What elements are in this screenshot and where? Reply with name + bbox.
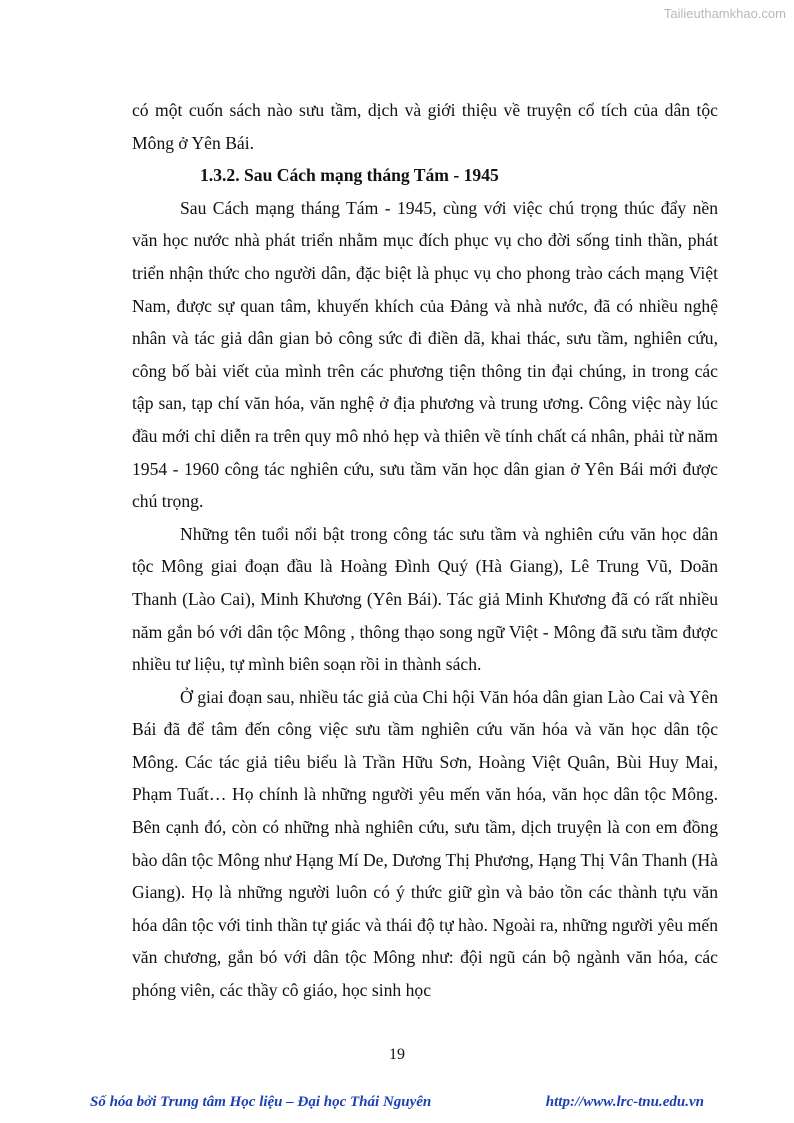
page-number: 19	[389, 1046, 405, 1063]
footer-url: http://www.lrc-tnu.edu.vn	[545, 1094, 704, 1110]
paragraph: Những tên tuổi nổi bật trong công tác sưu tầm và nghiên cứu văn học dân tộc Mông giai đoạn đầu là Hoàng Đình Quý (Hà Giang), Lê Trung Vũ, Doãn Thanh (Lào Cai), Minh Khương (Yên Bái). Tác giả Minh Khương đã có rất nhiều năm gắn bó với dân tộc Mông , thông thạo song ngữ Việt - Mông đã sưu tầm được nhiều tư liệu, tự mình biên soạn rồi in thành sách.	[132, 523, 718, 675]
document-body	[132, 94, 718, 1007]
section-heading: 1.3.2. Sau Cách mạng tháng Tám - 1945	[200, 165, 499, 186]
paragraph-continuation: có một cuốn sách nào sưu tầm, dịch và giới thiệu về truyện cổ tích của dân tộc Mông ở Yên Bái.	[132, 100, 718, 153]
paragraph: Ở giai đoạn sau, nhiều tác giả của Chi hội Văn hóa dân gian Lào Cai và Yên Bái đã để tâm đến công việc sưu tầm nghiên cứu văn hóa và văn học dân tộc Mông. Các tác giả tiêu biểu là Trần Hữu Sơn, Hoàng Việt Quân, Bùi Huy Mai, Phạm Tuất… Họ chính là những người yêu mến văn hóa, văn học dân tộc Mông. Bên cạnh đó, còn có những nhà nghiên cứu, sưu tầm, dịch truyện là con em đồng bào dân tộc Mông như Hạng Mí De, Dương Thị Phương, Hạng Thị Vân Thanh (Hà Giang). Họ là những người luôn có ý thức giữ gìn và bảo tồn các thành tựu văn hóa dân tộc với tinh thần tự giác và thái độ tự hào. Ngoài ra, những người yêu mến văn chương, gắn bó với dân tộc Mông như: đội ngũ cán bộ ngành văn hóa, các phóng viên, các thầy cô giáo, học sinh học	[132, 686, 718, 1001]
page-footer	[90, 1094, 704, 1111]
watermark: Tailieuthamkhao.com	[663, 6, 786, 21]
paragraph: Sau Cách mạng tháng Tám - 1945, cùng với việc chú trọng thúc đẩy nền văn học nước nhà phát triển nhằm mục đích phục vụ cho đời sống tinh thần, phát triển nhận thức cho người dân, đặc biệt là phục vụ cho phong trào cách mạng Việt Nam, được sự quan tâm, khuyến khích của Đảng và nhà nước, đã có nhiều nghệ nhân và tác giả dân gian bỏ công sức đi điền dã, khai thác, sưu tầm, nghiên cứu, công bố bài viết của mình trên các phương tiện thông tin đại chúng, in trong các tập san, tạp chí văn hóa, văn nghệ ở địa phương và trung ương. Công việc này lúc đầu mới chỉ diễn ra trên quy mô nhỏ hẹp và thiên về tính chất cá nhân, phải từ năm 1954 - 1960 công tác nghiên cứu, sưu tầm văn học dân gian ở Yên Bái mới được chú trọng.	[132, 197, 718, 512]
footer-source: Số hóa bởi Trung tâm Học liệu – Đại học Thái Nguyên	[90, 1094, 432, 1110]
